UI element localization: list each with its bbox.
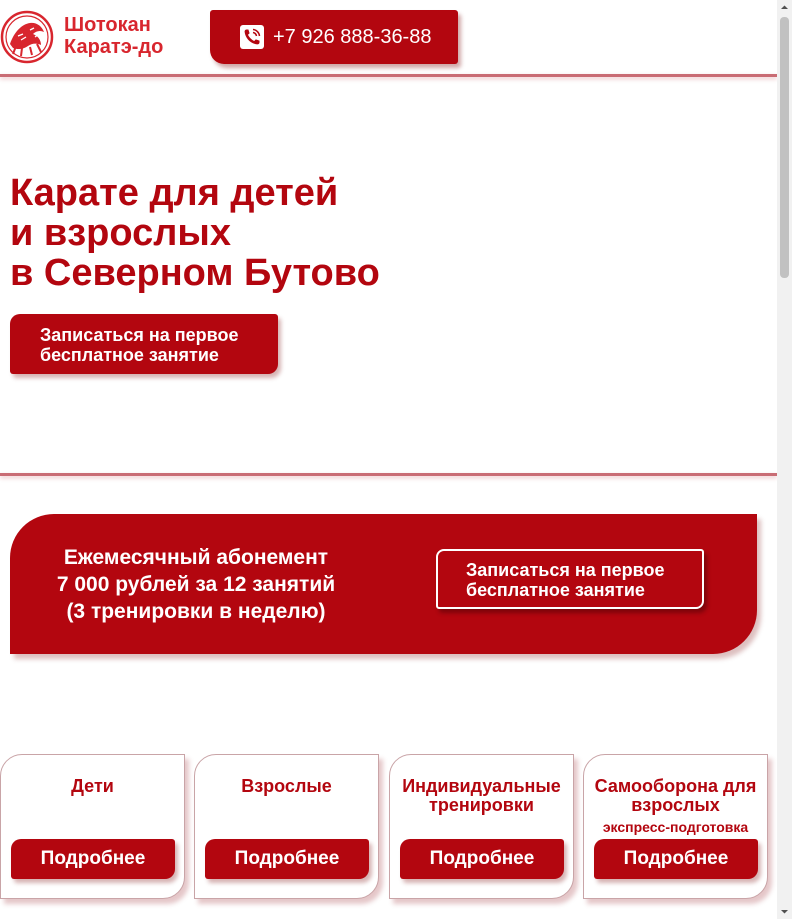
vertical-scrollbar[interactable]: [777, 0, 792, 919]
brand-name[interactable]: [64, 14, 163, 58]
details-button[interactable]: Подробнее: [400, 839, 564, 879]
hero-title-line: и взрослых: [10, 212, 231, 254]
scroll-up-arrow-icon[interactable]: [777, 0, 792, 15]
site-header: [0, 0, 777, 74]
phone-button[interactable]: [210, 10, 458, 64]
signup-button[interactable]: [10, 314, 278, 374]
subscription-banner: [10, 514, 757, 654]
section-divider: [0, 473, 777, 476]
program-card-kids: [0, 754, 185, 899]
card-title: Дети: [71, 776, 114, 796]
card-title: Самооборона для взрослых: [594, 776, 757, 815]
details-button[interactable]: Подробнее: [205, 839, 369, 879]
header-divider: [0, 74, 777, 77]
subscription-line: Ежемесячный абонемент: [63, 546, 329, 569]
brand-line-2: Каратэ-до: [64, 36, 164, 58]
subscription-text: [30, 544, 362, 625]
program-card-adults: [194, 754, 379, 899]
program-card-individual: [389, 754, 574, 899]
details-button[interactable]: Подробнее: [11, 839, 175, 879]
phone-icon: [240, 25, 264, 49]
hero-title-line: Карате для детей: [10, 172, 339, 214]
program-card-self-defense: [583, 754, 768, 899]
scrollbar-thumb[interactable]: [780, 17, 789, 278]
subscription-signup-button[interactable]: [436, 549, 704, 609]
subscription-line: (3 тренировки в неделю): [66, 600, 326, 623]
tiger-emblem-icon[interactable]: [0, 10, 54, 64]
subscription-signup-label: Записаться на первое бесплатное занятие: [466, 560, 665, 600]
card-title: Взрослые: [241, 776, 332, 796]
hero-title: [10, 173, 380, 293]
scroll-down-arrow-icon[interactable]: [777, 904, 792, 919]
details-button[interactable]: Подробнее: [594, 839, 758, 879]
subscription-line: 7 000 рублей за 12 занятий: [56, 573, 336, 596]
hero-title-line: в Северном Бутово: [10, 252, 380, 294]
card-subtitle: экспресс-подготовка: [602, 819, 749, 835]
brand-line-1: Шотокан: [64, 14, 151, 36]
signup-button-label: Записаться на первое бесплатное занятие: [40, 325, 239, 365]
card-title: Индивидуальные тренировки: [402, 776, 561, 815]
phone-number: +7 926 888-36-88: [273, 26, 432, 48]
